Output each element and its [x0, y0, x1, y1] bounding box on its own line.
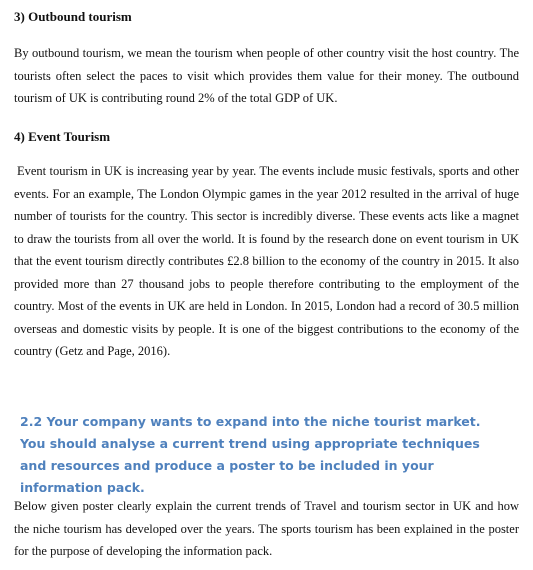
paragraph-event-tourism: Event tourism in UK is increasing year by year. The events include music festivals, sports and other events. For an example, The London Olympic games in the year 2012 resulted in the arrival of huge number of tourists for the country. This sector is incredibly diverse. These events acts like a magnet to draw the tourists from all over the world. It is found by the research done on event tourism in UK that the event tourism directly contributes £2.8 billion to the economy of the country in 2015. It also provided more than 27 thousand jobs to people therefore contributing to the employment of the country. Most of the events in UK are held in London. In 2015, London had a record of 30.5 million overseas and domestic visits by people. It is one of the biggest contributions to the economy of the country (Getz and Page, 2016). [14, 164, 519, 358]
task-heading-2-2: 2.2 Your company wants to expand into the niche tourist market. You should analyse a current trend using appropriate techniques and resources and produce a poster to be included in your information pack. [20, 414, 481, 495]
paragraph-poster-intro: Below given poster clearly explain the current trends of Travel and tourism sector in UK and how the niche tourism has developed over the years. The sports tourism has been explained in the poster for the purpose of developing the information pack. [14, 499, 519, 558]
section-heading-event-tourism: 4) Event Tourism [14, 129, 111, 144]
paragraph-outbound-tourism: By outbound tourism, we mean the tourism when people of other country visit the host country. The tourists often select the paces to visit which provides them value for their money. The outbound tourism of UK is contributing round 2% of the total GDP of UK. [14, 46, 519, 105]
section-heading-outbound-tourism: 3) Outbound tourism [14, 9, 132, 24]
